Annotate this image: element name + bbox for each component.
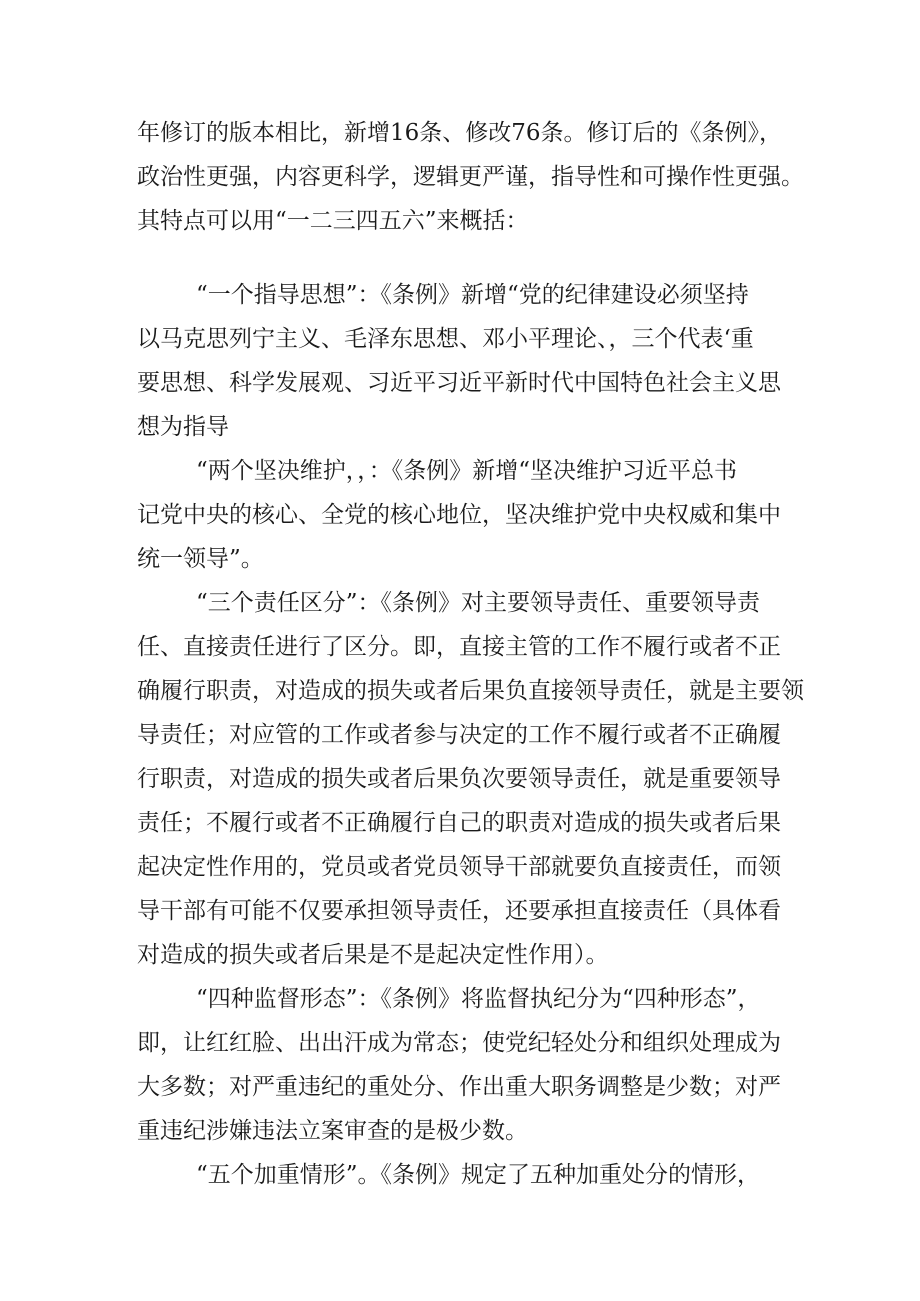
text-line: 记党中央的核心、全党的核心地位，坚决维护党中央权威和集中 xyxy=(137,502,781,528)
text-line: 政治性更强，内容更科学，逻辑更严谨，指导性和可操作性更强。 xyxy=(137,164,804,190)
text-line: 即，让红红脸、出出汗成为常态；使党纪轻处分和组织处理成为 xyxy=(137,1030,781,1056)
text-line: 起决定性作用的，党员或者党员领导干部就要负直接责任，而领 xyxy=(137,854,781,880)
text-line: 责任；不履行或者不正确履行自己的职责对造成的损失或者后果 xyxy=(137,810,781,836)
text-line: 导干部有可能不仅要承担领导责任，还要承担直接责任（具体看 xyxy=(137,898,781,924)
text-line: “三个责任区分”：《条例》对主要领导责任、重要领导责 xyxy=(196,590,761,616)
text-line: “五个加重情形”。《条例》规定了五种加重处分的情形， xyxy=(196,1162,761,1188)
text-line: 想为指导 xyxy=(137,414,229,440)
text-line: 对造成的损失或者后果是不是起决定性作用）。 xyxy=(137,942,609,968)
text-line: “四种监督形态”：《条例》将监督执纪分为“四种形态”， xyxy=(196,986,761,1012)
text-line: 行职责，对造成的损失或者后果负次要领导责任，就是重要领导 xyxy=(137,766,781,792)
text-line: 确履行职责，对造成的损失或者后果负直接领导责任，就是主要领 xyxy=(137,678,804,704)
text-line: “两个坚决维护，，：《条例》新增“坚决维护习近平总书 xyxy=(196,458,738,484)
text-line: 导责任；对应管的工作或者参与决定的工作不履行或者不正确履 xyxy=(137,722,781,748)
text-line: 大多数；对严重违纪的重处分、作出重大职务调整是少数；对严 xyxy=(137,1074,781,1100)
text-line: 以马克思列宁主义、毛泽东思想、邓小平理论、，三个代表‘重 xyxy=(137,326,754,352)
text-line: 其特点可以用“一二三四五六”来概括： xyxy=(137,208,529,234)
text-line: 统一领导”。 xyxy=(137,546,264,572)
text-line: 重违纪涉嫌违法立案审查的是极少数。 xyxy=(137,1118,528,1144)
text-line: “一个指导思想”：《条例》新增“党的纪律建设必须坚持 xyxy=(196,282,749,308)
text-line: 任、直接责任进行了区分。即，直接主管的工作不履行或者不正 xyxy=(137,634,781,660)
text-line: 年修订的版本相比，新增16条、修改76条。修订后的《条例》， xyxy=(137,120,783,146)
text-line: 要思想、科学发展观、习近平习近平新时代中国特色社会主义思 xyxy=(137,370,781,396)
